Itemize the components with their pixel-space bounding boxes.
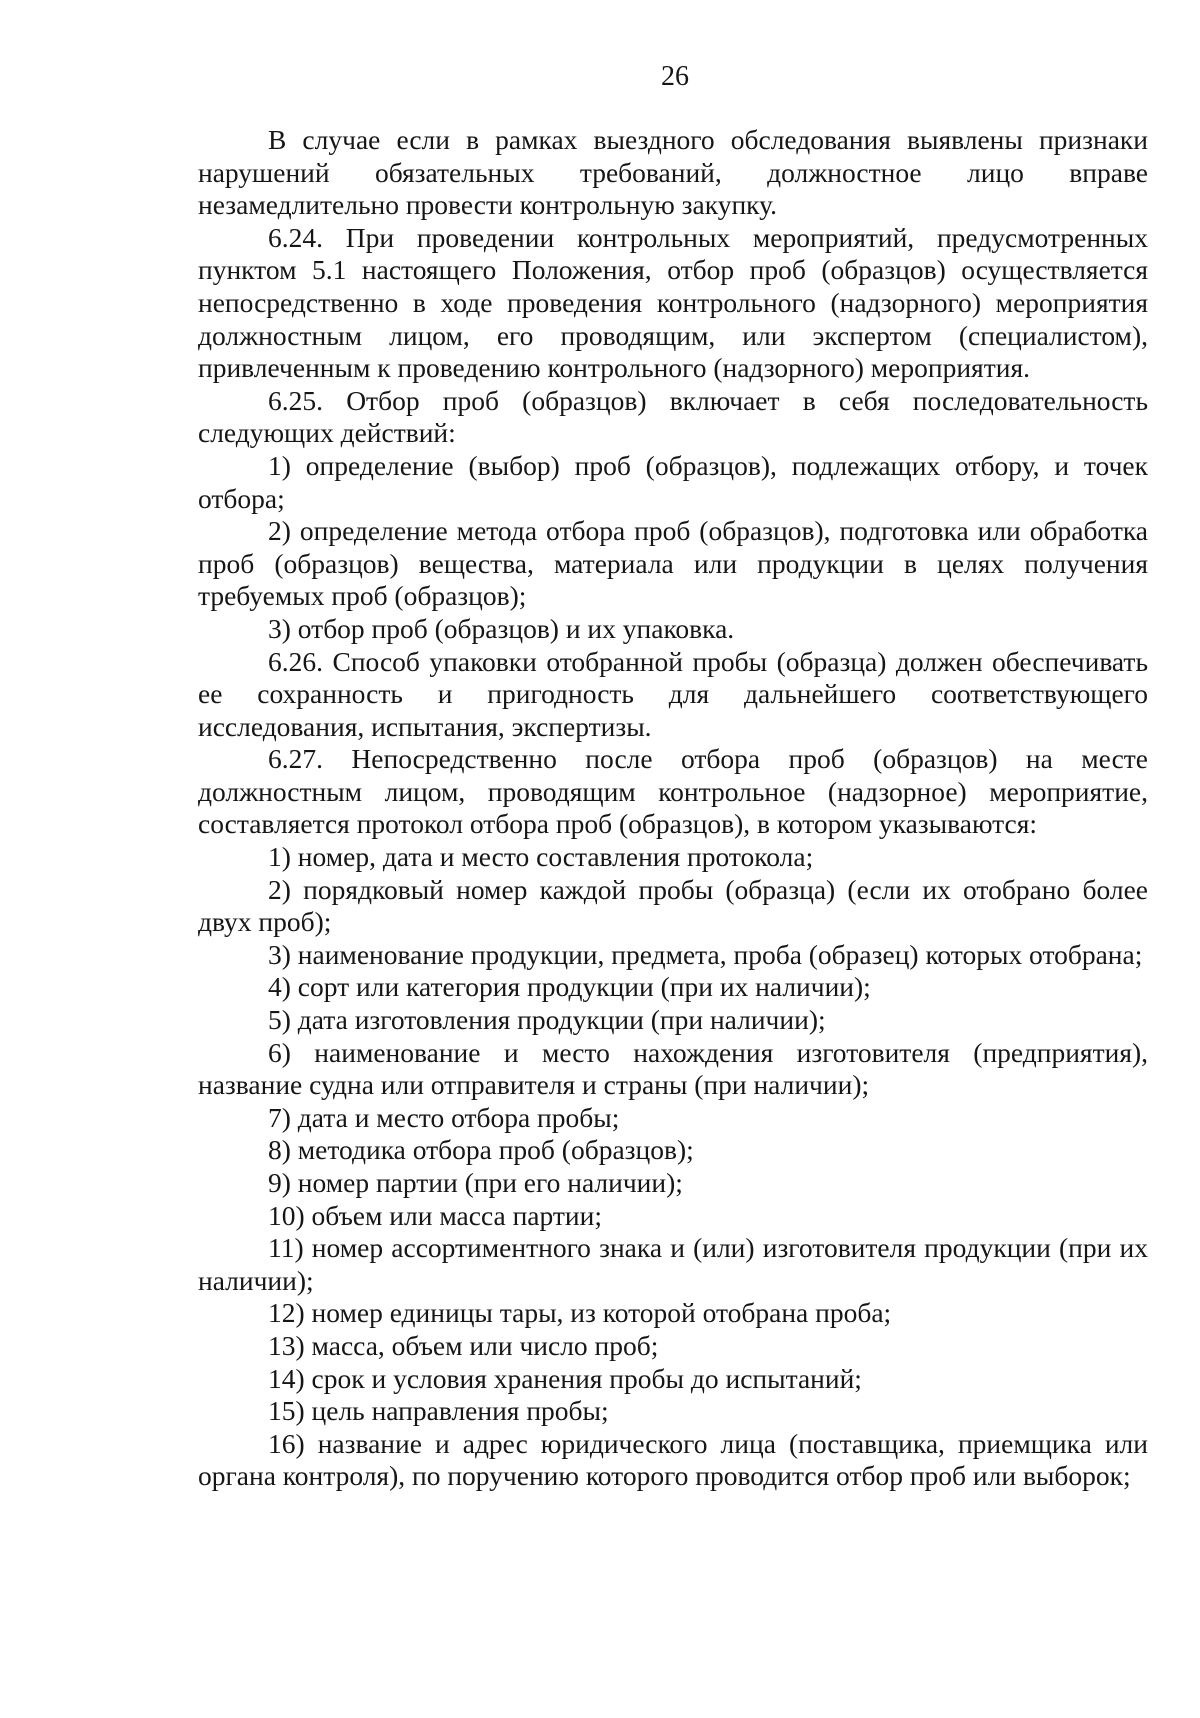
- list-item-6-27-8: 8) методика отбора проб (образцов);: [268, 1134, 694, 1166]
- list-item-6-27-9: 9) номер партии (при его наличии);: [268, 1167, 683, 1198]
- paragraph-6-25: 6.25. Отбор проб (образцов) включает в себя последовательность следующих действий:: [198, 384, 1148, 449]
- list-item-6-27-4: 4) сорт или категория продукции (при их наличии);: [268, 971, 871, 1003]
- list-item-6-27-10: 10) объем или масса партии;: [268, 1199, 602, 1231]
- list-item-6-27-16: 16) название и адрес юридического лица (поставщика, приемщика или органа контроля), по поручению которого проводится отбор проб или выборок;: [198, 1427, 1148, 1492]
- list-item-6-27-11: 11) номер ассортиментного знака и (или) изготовителя продукции (при их наличии);: [198, 1232, 1148, 1296]
- list-item-6-25-2: 2) определение метода отбора проб (образцов), подготовка или обработка проб (образцов) вещества, материала или продукции в целях получения требуемых проб (образцов);: [198, 515, 1148, 612]
- list-item-6-27-15: 15) цель направления пробы;: [268, 1395, 609, 1427]
- paragraph-6-26: 6.26. Способ упаковки отобранной пробы (образца) должен обеспечивать ее сохранность и пригодность для дальнейшего соответствующего исследования, испытания, экспертизы.: [198, 645, 1148, 742]
- page-number: 26: [661, 61, 689, 92]
- document-body: [198, 124, 1148, 1493]
- list-item-6-27-14: 14) срок и условия хранения пробы до испытаний;: [268, 1362, 862, 1394]
- list-item-6-25-3: 3) отбор проб (образцов) и их упаковка.: [268, 612, 735, 644]
- list-item-6-27-12: 12) номер единицы тары, из которой отобрана проба;: [268, 1297, 892, 1329]
- list-item-6-27-6: 6) наименование и место нахождения изготовителя (предприятия), название судна или отправителя и страны (при наличии);: [198, 1036, 1148, 1101]
- paragraph-6-24: 6.24. При проведении контрольных мероприятий, предусмотренных пунктом 5.1 настоящего Положения, отбор проб (образцов) осуществляется непосредственно в ходе проведения контрольного (надзорного) мероприятия должностным лицом, его проводящим, или экспертом (специалистом), привлеченным к проведению контрольного (надзорного) мероприятия.: [198, 221, 1148, 384]
- paragraph-6-27: 6.27. Непосредственно после отбора проб (образцов) на месте должностным лицом, проводящим контрольное (надзорное) мероприятие, составляется протокол отбора проб (образцов), в котором указываются:: [198, 743, 1148, 840]
- list-item-6-27-1: 1) номер, дата и место составления протокола;: [268, 841, 814, 873]
- list-item-6-27-7: 7) дата и место отбора пробы;: [268, 1101, 620, 1133]
- list-item-6-27-2: 2) порядковый номер каждой пробы (образца) (если их отобрано более двух проб);: [198, 873, 1148, 938]
- list-item-6-27-5: 5) дата изготовления продукции (при наличии);: [268, 1004, 826, 1036]
- list-item-6-25-1: 1) определение (выбор) проб (образцов), подлежащих отбору, и точек отбора;: [198, 449, 1148, 514]
- list-item-6-27-3: 3) наименование продукции, предмета, проба (образец) которых отобрана;: [268, 938, 1143, 970]
- list-item-6-27-13: 13) масса, объем или число проб;: [268, 1329, 659, 1361]
- paragraph-field-inspection: В случае если в рамках выездного обследования выявлены признаки нарушений обязательных требований, должностное лицо вправе незамедлительно провести контрольную закупку.: [198, 124, 1148, 221]
